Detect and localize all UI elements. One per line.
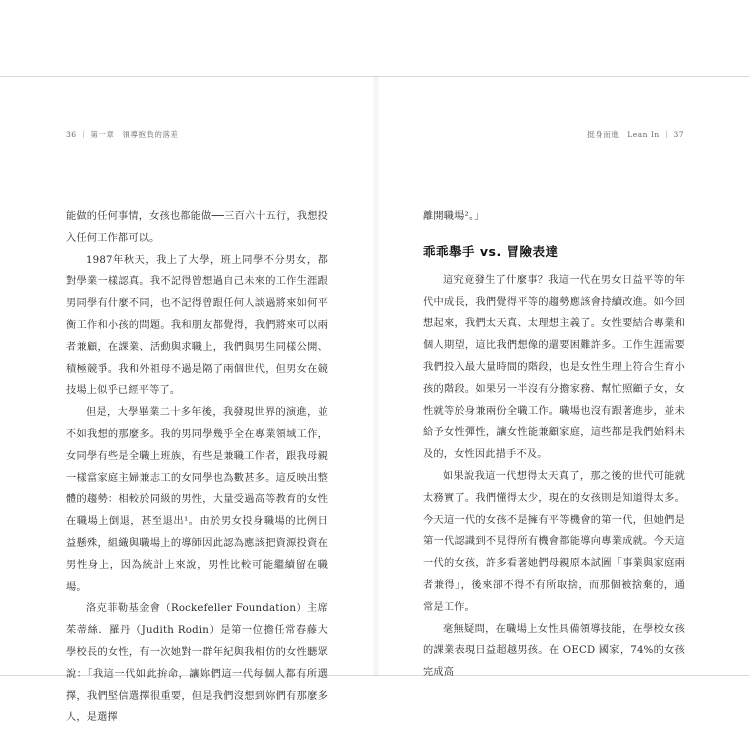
paragraph: 能做的任何事情，女孩也都能做──三百六十五行，我想投入任何工作都可以。 bbox=[66, 211, 328, 244]
paragraph: 但是，大學畢業二十多年後，我發現世界的演進，並不如我想的那麼多。我的男同學幾乎全在專業領域工作，女同學有些是全職上班族，有些是兼職工作者，跟我母親一樣當家庭主婦兼志工的女同學也為數甚多。這反映出整體的趨勢：相較於同級的男性，大量受過高等教育的女性在職場上倒退，甚至退出¹。由於男女投身職場的比例日益懸殊，組織與職場上的導師因此認為應該把資源投資在男性身上，因為統計上來說，男性比較可能繼續留在職場。 bbox=[66, 407, 328, 593]
book-gutter bbox=[372, 76, 380, 676]
right-page bbox=[423, 206, 685, 684]
right-book-title: 挺身而進 Lean In bbox=[587, 130, 660, 139]
paragraph: 這究竟發生了什麼事？我這一代在男女日益平等的年代中成長，我們覺得平等的趨勢應該會持續改進。如今回想起來，我們太天真、太理想主義了。女性要結合專業和個人期望，這比我們想像的還要困難許多。工作生涯需要我們投入最大量時間的階段，也是女性生理上符合生育小孩的階段。如果另一半沒有分擔家務、幫忙照顧子女，女性就等於身兼兩份全職工作。職場也沒有跟著進步，並未給予女性彈性，讓女性能兼顧家庭，這些都是我們始料未及的，女性因此措手不及。 bbox=[423, 274, 685, 461]
separator: ｜ bbox=[662, 130, 671, 139]
right-page-number: 37 bbox=[673, 130, 684, 139]
paragraph: 毫無疑問，在職場上女性具備領導技能，在學校女孩的課業表現日益超越男孩。在 OECD 國家，74%的女孩完成高 bbox=[423, 623, 685, 679]
paragraph: 1987年秋天，我上了大學，班上同學不分男女，都對學業一樣認真。我不記得曾想過自己未來的工作生涯跟男同學有什麼不同，也不記得曾跟任何人談過將來如何平衡工作和小孩的問題。我和朋友都覺得，我們將來可以兩者兼顧，在課業、活動與求職上，我們與男生同樣公開、積極競爭。我和外祖母不過是隔了兩個世代，但男女在競技場上似乎已經平等了。 bbox=[66, 254, 328, 397]
section-title: 乖乖舉手 vs. 冒險表達 bbox=[423, 243, 559, 259]
left-page bbox=[66, 206, 328, 729]
left-running-head bbox=[66, 129, 178, 140]
left-chapter-title: 第一章 領導抱負的落差 bbox=[90, 130, 179, 139]
paragraph: 離開職場²。」 bbox=[423, 211, 485, 222]
separator: ｜ bbox=[79, 130, 88, 139]
paragraph: 如果說我這一代想得太天真了，那之後的世代可能就太務實了。我們懂得太少，現在的女孩則是知道得太多。今天這一代的女孩不是擁有平等機會的第一代，但她們是第一代認識到不見得所有機會都能導向專業成就。今天這一代的女孩，許多看著她們母親原本試圖「事業與家庭兩者兼得」，後來卻不得不有所取捨，而那個被捨棄的，通常是工作。 bbox=[423, 470, 685, 613]
paragraph: 洛克菲勒基金會（Rockefeller Foundation）主席茱蒂絲．羅丹（Judith Rodin）是第一位擔任常春藤大學校長的女性，有一次她對一群年紀與我相仿的女性聽眾說：「我這一代如此拚命，讓妳們這一代每個人都有所選擇，我們堅信選擇很重要，但是我們沒想到妳們有那麼多人，是選擇 bbox=[66, 603, 328, 724]
left-page-number: 36 bbox=[66, 130, 77, 139]
right-running-head bbox=[587, 129, 684, 140]
